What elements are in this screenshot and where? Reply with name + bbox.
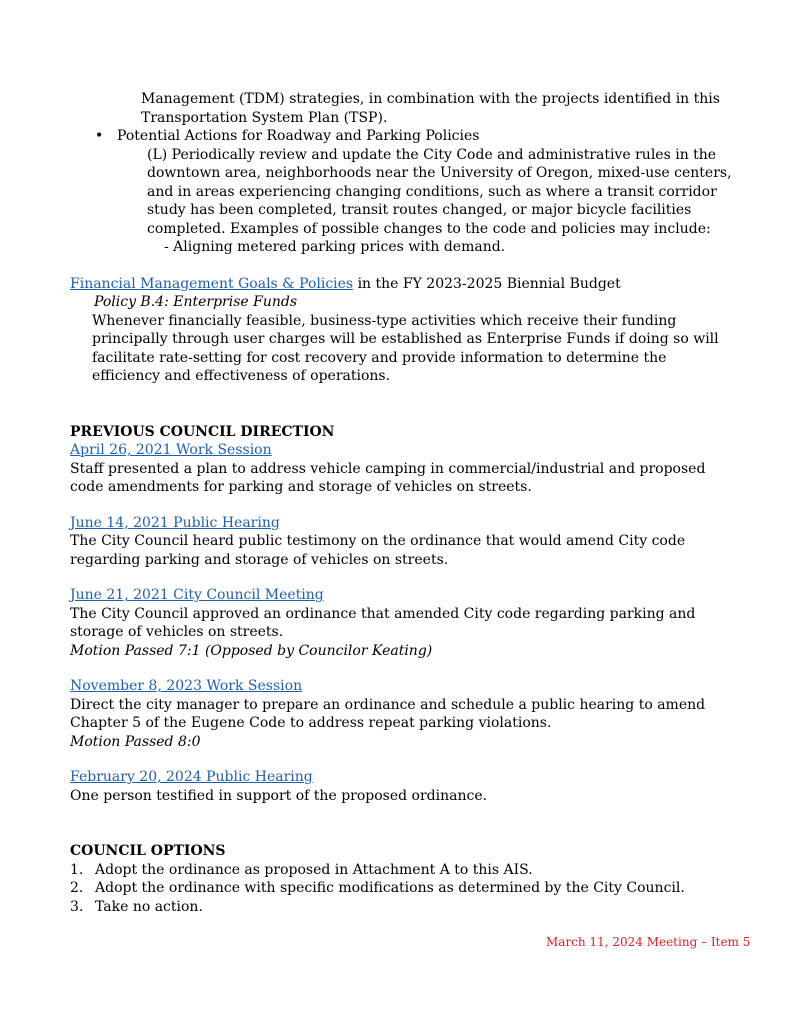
financial-management-line xyxy=(70,275,735,294)
tsp-text-line-1: Management (TDM) strategies, in combination with the projects identified in this xyxy=(141,91,720,107)
direction-entry-text: The City Council heard public testimony on the ordinance that would amend City code regarding parking and storage of vehicles on streets. xyxy=(70,533,686,568)
council-option-item xyxy=(70,898,735,917)
tsp-text-line-2: Transportation System Plan (TSP). xyxy=(141,109,388,126)
previous-direction-entries xyxy=(70,441,735,805)
direction-entry-link[interactable]: June 21, 2021 City Council Meeting xyxy=(70,587,324,603)
council-options-heading: COUNCIL OPTIONS xyxy=(70,843,226,859)
policy-text: Whenever financially feasible, business-type activities which receive their funding principally through user charges will be established as Enterprise Funds if doing so will facilitate rate-setting for cost recovery and provide information to determine the efficiency and effectiveness of operations. xyxy=(92,312,719,384)
action-example: - Aligning metered parking prices with demand. xyxy=(164,239,506,255)
financial-management-suffix: in the FY 2023-2025 Biennial Budget xyxy=(353,275,621,292)
direction-entry-link[interactable]: February 20, 2024 Public Hearing xyxy=(70,769,313,785)
option-text: Take no action. xyxy=(95,898,203,915)
option-number: 1. xyxy=(70,861,84,878)
meeting-footer: March 11, 2024 Meeting – Item 5 xyxy=(546,935,751,949)
council-option-item xyxy=(70,861,735,880)
direction-entry xyxy=(70,677,735,751)
direction-entry xyxy=(70,768,735,805)
council-option-item xyxy=(70,879,735,898)
option-number: 3. xyxy=(70,898,84,915)
direction-entry-link[interactable]: November 8, 2023 Work Session xyxy=(70,678,303,694)
policy-title: Policy B.4: Enterprise Funds xyxy=(94,294,298,310)
direction-entry-link[interactable]: June 14, 2021 Public Hearing xyxy=(70,514,280,531)
direction-entry-link[interactable]: April 26, 2021 Work Session xyxy=(70,442,272,458)
direction-entry-text: One person testified in support of the proposed ordinance. xyxy=(70,787,488,804)
direction-entry-text: Direct the city manager to prepare an ordinance and schedule a public hearing to amend Chapter 5 of the Eugene Code to address repeat parking violations. xyxy=(70,696,706,731)
option-number: 2. xyxy=(70,880,84,896)
direction-entry xyxy=(70,586,735,660)
document-page xyxy=(70,90,735,916)
direction-entry-text: Staff presented a plan to address vehicle camping in commercial/industrial and proposed code amendments for parking and storage of vehicles on streets. xyxy=(70,460,706,495)
bullet-icon: • xyxy=(95,128,104,144)
financial-management-link[interactable]: Financial Management Goals & Policies xyxy=(70,275,354,292)
council-options-list xyxy=(70,861,735,917)
roadway-policies-title: Potential Actions for Roadway and Parking Policies xyxy=(117,128,480,144)
roadway-policies-bullet xyxy=(95,127,735,146)
previous-council-direction-heading: PREVIOUS COUNCIL DIRECTION xyxy=(70,423,335,440)
direction-entry xyxy=(70,441,735,497)
direction-entry xyxy=(70,514,735,570)
direction-entry-text: The City Council approved an ordinance that amended City code regarding parking and storage of vehicles on streets. xyxy=(70,605,696,640)
motion-result: Motion Passed 7:1 (Opposed by Councilor Keating) xyxy=(70,642,433,659)
motion-result: Motion Passed 8:0 xyxy=(70,733,201,750)
action-l-text: (L) Periodically review and update the City Code and administrative rules in the downtown area, neighborhoods near the University of Oregon, mixed-use centers, and in areas experiencing changing conditions, such as where a transit corridor study has been completed, transit routes changed, or major bicycle facilities completed. Examples of possible changes to the code and policies may include: xyxy=(147,146,732,237)
option-text: Adopt the ordinance as proposed in Attachment A to this AIS. xyxy=(95,861,533,878)
option-text: Adopt the ordinance with specific modifications as determined by the City Council. xyxy=(95,880,685,896)
